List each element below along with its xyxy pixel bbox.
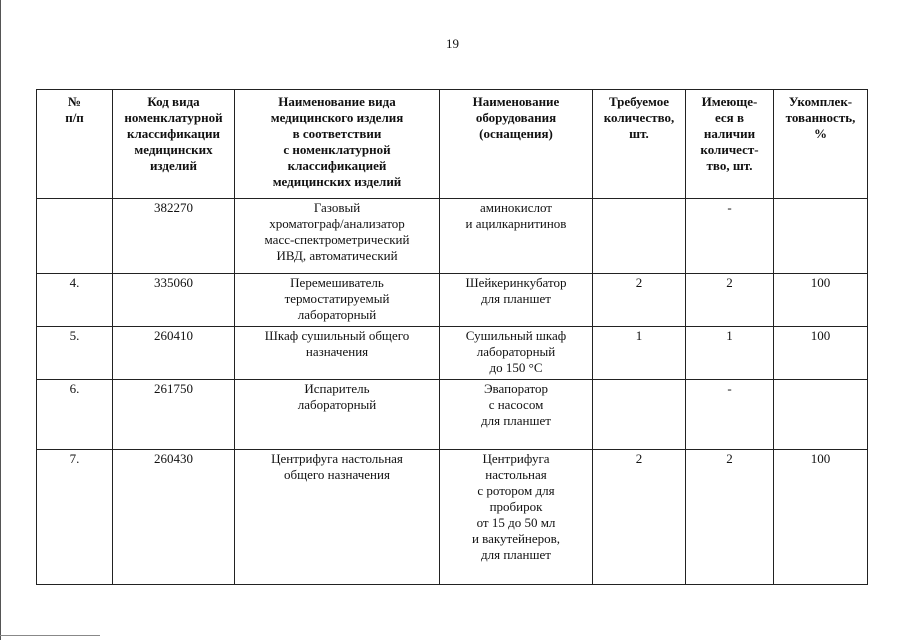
header-line: шт.	[629, 126, 649, 141]
cell-line: Испаритель	[304, 381, 370, 396]
header-line: Требуемое	[608, 94, 669, 109]
cell-completeness: 100	[774, 274, 868, 327]
cell-equipment	[440, 199, 593, 274]
cell-available: -	[686, 199, 774, 274]
cell-line: Центрифуга	[482, 451, 550, 466]
cell-code: 261750	[113, 380, 235, 450]
cell-available: 2	[686, 274, 774, 327]
cell-code: 335060	[113, 274, 235, 327]
cell-line: и вакутейнеров,	[471, 531, 561, 546]
cell-line: с насосом	[488, 397, 544, 412]
cell-line: Перемешиватель	[290, 275, 384, 290]
cell-completeness: 100	[774, 327, 868, 380]
cell-line: ИВД, автоматический	[276, 248, 398, 263]
cell-available: 2	[686, 450, 774, 585]
header-line: наличии	[703, 126, 756, 141]
header-line: Имеюще-	[701, 94, 758, 109]
header-line: количество,	[603, 110, 675, 125]
header-line: классификацией	[287, 158, 387, 173]
header-line: тованность,	[785, 110, 856, 125]
cell-line: и ацилкарнитинов	[465, 216, 567, 231]
header-line: %	[814, 126, 827, 141]
header-number	[37, 90, 113, 199]
cell-line: пробирок	[489, 499, 543, 514]
cell-required	[593, 380, 686, 450]
cell-line: для планшет	[481, 291, 551, 306]
page-number: 19	[446, 36, 459, 51]
cell-line: Шкаф сушильный общего	[264, 328, 410, 343]
header-line: №	[67, 94, 82, 109]
cell-line: лабораторный	[476, 344, 556, 359]
cell-line: Газовый	[313, 200, 361, 215]
cell-kind	[235, 380, 440, 450]
header-line: медицинского изделия	[270, 110, 404, 125]
header-required	[593, 90, 686, 199]
header-available	[686, 90, 774, 199]
cell-line: Центрифуга настольная	[271, 451, 403, 466]
cell-equipment	[440, 274, 593, 327]
cell-line: общего назначения	[284, 467, 390, 482]
cell-line: масс-спектрометрический	[264, 232, 410, 247]
header-kind	[235, 90, 440, 199]
header-line: тво, шт.	[706, 158, 753, 173]
cell-line: Эвапоратор	[483, 381, 549, 396]
table-row	[37, 274, 868, 327]
cell-kind	[235, 327, 440, 380]
cell-line: термостатируемый	[284, 291, 390, 306]
cell-code: 260430	[113, 450, 235, 585]
equipment-table	[36, 89, 868, 585]
cell-line: назначения	[305, 344, 369, 359]
cell-line: аминокислот	[480, 200, 552, 215]
cell-number: 7.	[37, 450, 113, 585]
header-line: оборудования	[475, 110, 557, 125]
header-line: (оснащения)	[479, 126, 553, 141]
cell-line: для планшет	[481, 547, 551, 562]
cell-line: до 150 °С	[489, 360, 543, 375]
cell-completeness	[774, 380, 868, 450]
header-line: медицинских	[134, 142, 213, 157]
cell-number: 5.	[37, 327, 113, 380]
cell-code: 260410	[113, 327, 235, 380]
header-line: в соответствии	[292, 126, 382, 141]
cell-equipment	[440, 380, 593, 450]
header-line: изделий	[149, 158, 198, 173]
header-line: Укомплек-	[788, 94, 853, 109]
header-line: номенклатурной	[124, 110, 223, 125]
cell-line: Шейкеринкубатор	[465, 275, 567, 290]
header-line: с номенклатурной	[283, 142, 391, 157]
cell-line: хроматограф/анализатор	[269, 216, 405, 231]
header-code	[113, 90, 235, 199]
cell-equipment	[440, 327, 593, 380]
cell-kind	[235, 274, 440, 327]
header-line: еся в	[714, 110, 744, 125]
header-line: медицинских изделий	[272, 174, 402, 189]
header-equipment	[440, 90, 593, 199]
page-bottom-mark	[0, 635, 100, 636]
cell-required: 2	[593, 274, 686, 327]
cell-line: Сушильный шкаф	[465, 328, 567, 343]
cell-kind	[235, 199, 440, 274]
cell-available: 1	[686, 327, 774, 380]
table-row	[37, 199, 868, 274]
header-line: Наименование	[472, 94, 560, 109]
cell-line: от 15 до 50 мл	[476, 515, 556, 530]
cell-line: для планшет	[481, 413, 551, 428]
header-completeness	[774, 90, 868, 199]
cell-kind	[235, 450, 440, 585]
cell-line: лабораторный	[297, 397, 377, 412]
cell-line: настольная	[485, 467, 547, 482]
table-header-row	[37, 90, 868, 199]
cell-code: 382270	[113, 199, 235, 274]
header-line: Код вида	[147, 94, 200, 109]
cell-completeness: 100	[774, 450, 868, 585]
cell-available: -	[686, 380, 774, 450]
page-left-edge	[0, 0, 1, 640]
cell-completeness	[774, 199, 868, 274]
cell-required	[593, 199, 686, 274]
cell-number	[37, 199, 113, 274]
cell-required: 2	[593, 450, 686, 585]
table-row	[37, 327, 868, 380]
cell-number: 4.	[37, 274, 113, 327]
cell-line: с ротором для	[477, 483, 555, 498]
header-line: Наименование вида	[278, 94, 396, 109]
table-row	[37, 380, 868, 450]
cell-required: 1	[593, 327, 686, 380]
cell-number: 6.	[37, 380, 113, 450]
header-line: количест-	[700, 142, 759, 157]
header-line: п/п	[65, 110, 84, 125]
table-row	[37, 450, 868, 585]
cell-equipment	[440, 450, 593, 585]
cell-line: лабораторный	[297, 307, 377, 322]
header-line: классификации	[126, 126, 221, 141]
